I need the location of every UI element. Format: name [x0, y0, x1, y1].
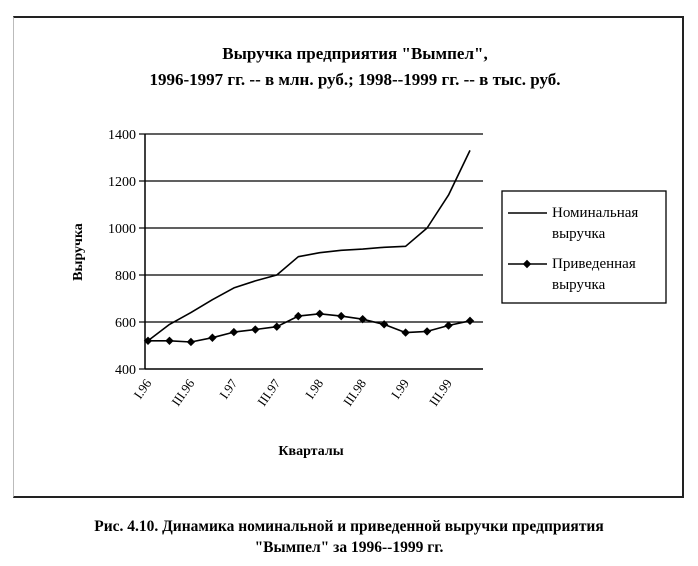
- series-line-2: [148, 314, 470, 342]
- x-tick-label-I.96: I.96: [130, 376, 155, 402]
- legend-label-2-line-2: выручка: [552, 277, 606, 293]
- series-2-point-2: [165, 337, 173, 345]
- legend-label-2-line-1: Приведенная: [552, 256, 636, 272]
- series-2-point-5: [230, 328, 238, 336]
- x-tick-label-III.99: III.99: [425, 376, 455, 409]
- x-tick-label-III.96: III.96: [168, 376, 198, 409]
- x-tick-label-III.98: III.98: [340, 376, 370, 409]
- legend-label-1-line-1: Номинальная: [552, 205, 639, 221]
- series-2-point-16: [466, 317, 474, 325]
- series-2-point-13: [401, 328, 409, 336]
- series-2-point-6: [251, 325, 259, 333]
- series-2-point-4: [208, 334, 216, 342]
- legend-label-1-line-2: выручка: [552, 226, 606, 242]
- chart-title-line-2: 1996-1997 гг. -- в млн. руб.; 1998--1999 гг. -- в тыс. руб.: [149, 70, 561, 89]
- chart-title-line-1: Выручка предприятия "Вымпел",: [222, 44, 488, 63]
- x-tick-label-I.98: I.98: [302, 376, 327, 402]
- x-tick-label-III.97: III.97: [254, 376, 284, 409]
- y-axis-title: Выручка: [71, 223, 86, 281]
- x-tick-label-I.99: I.99: [387, 376, 413, 402]
- y-tick-label-1200: 1200: [108, 175, 136, 190]
- y-tick-label-400: 400: [115, 363, 136, 378]
- caption-line-2: "Вымпел" за 1996--1999 гг.: [254, 539, 444, 556]
- caption-line-1: Рис. 4.10. Динамика номинальной и приведенной выручки предприятия: [94, 518, 604, 535]
- y-tick-label-1400: 1400: [108, 128, 136, 143]
- x-axis-title: Кварталы: [278, 444, 344, 459]
- series-2-point-9: [316, 310, 324, 318]
- x-tick-label-I.97: I.97: [216, 376, 241, 402]
- series-2-point-8: [294, 312, 302, 320]
- series-2-point-7: [273, 323, 281, 331]
- y-tick-label-800: 800: [115, 269, 136, 284]
- y-tick-label-1000: 1000: [108, 222, 136, 237]
- y-tick-label-600: 600: [115, 316, 136, 331]
- series-2-point-10: [337, 312, 345, 320]
- series-line-1: [148, 150, 470, 340]
- series-2-point-14: [423, 327, 431, 335]
- series-2-point-3: [187, 338, 195, 346]
- figure-caption: [0, 516, 698, 558]
